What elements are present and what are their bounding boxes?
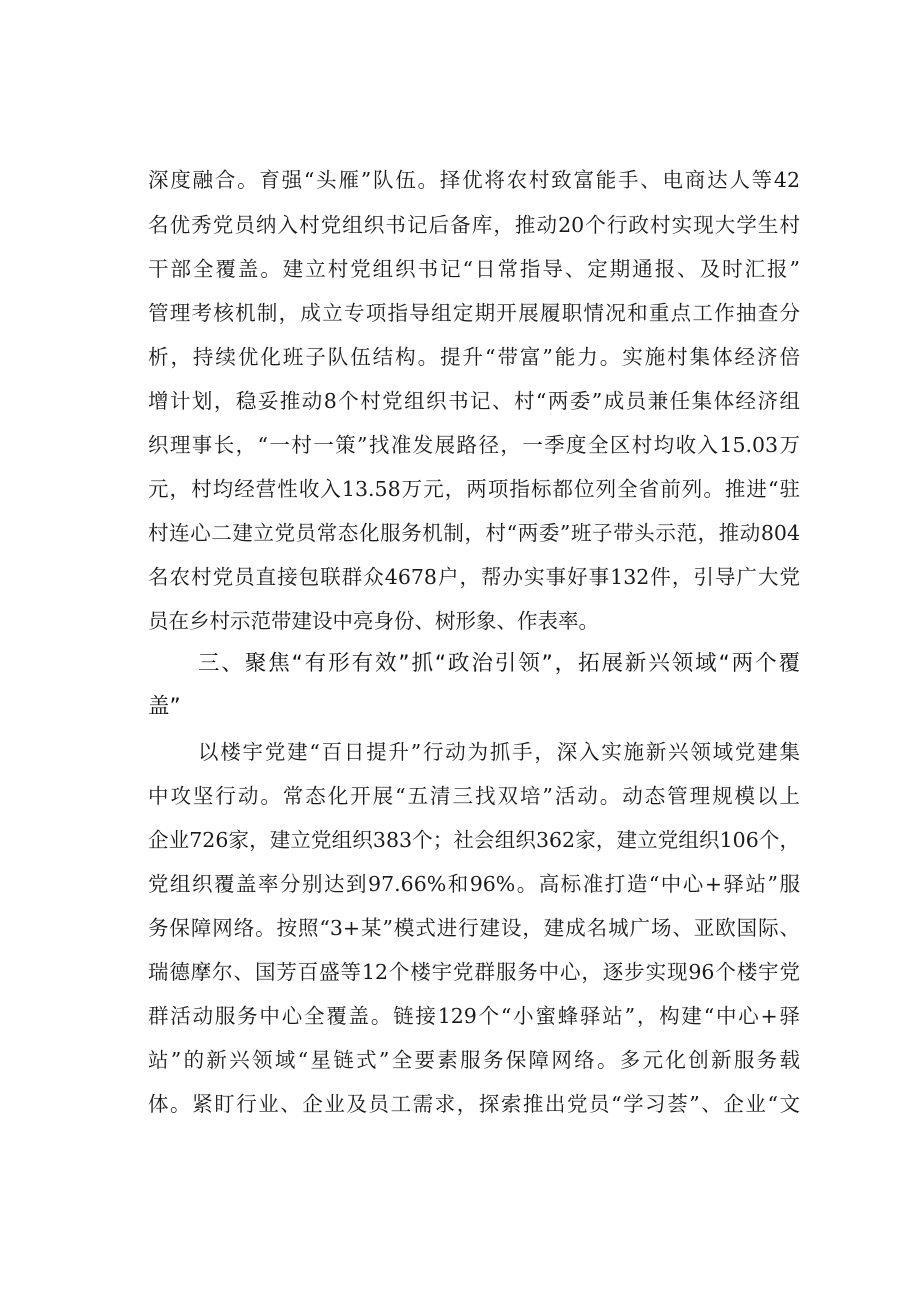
- paragraph-2-line-9: 体。紧盯行业、企业及员工需求，探索推出党员“学习荟”、企业“文: [148, 1092, 800, 1116]
- section-heading-line-1: 三、聚焦“有形有效”抓“政治引领”，拓展新兴领域“两个覆: [198, 651, 800, 676]
- paragraph-1-line-6: 增计划，稳妥推动8个村党组织书记、村“两委”成员兼任集体经济组: [148, 389, 800, 413]
- paragraph-2-line-5: 务保障网络。按照“3+某”模式进行建设，建成名城广场、亚欧国际、: [148, 916, 800, 940]
- paragraph-1-line-2: 名优秀党员纳入村党组织书记后备库，推动20个行政村实现大学生村: [148, 213, 800, 237]
- paragraph-2-line-7: 群活动服务中心全覆盖。链接129个“小蜜蜂驿站”，构建“中心+驿: [148, 1004, 800, 1028]
- paragraph-1-line-9: 村连心二建立党员常态化服务机制，村“两委”班子带头示范，推动804: [148, 521, 800, 545]
- paragraph-2-line-8: 站”的新兴领域“星链式”全要素服务保障网络。多元化创新服务载: [148, 1048, 800, 1072]
- paragraph-2-line-2: 中攻坚行动。常态化开展“五清三找双培”活动。动态管理规模以上: [148, 784, 800, 808]
- paragraph-1-line-5: 析，持续优化班子队伍结构。提升“带富”能力。实施村集体经济倍: [148, 345, 800, 369]
- paragraph-2-line-6: 瑞德摩尔、国芳百盛等12个楼宇党群服务中心，逐步实现96个楼宇党: [148, 960, 800, 984]
- paragraph-1-line-4: 管理考核机制，成立专项指导组定期开展履职情况和重点工作抽查分: [148, 301, 800, 325]
- paragraph-1-line-8: 元，村均经营性收入13.58万元，两项指标都位列全省前列。推进“驻: [148, 477, 800, 501]
- paragraph-1-line-11: 员在乡村示范带建设中亮身份、树形象、作表率。: [148, 609, 599, 633]
- paragraph-2-line-3: 企业726家，建立党组织383个；社会组织362家，建立党组织106个，: [148, 828, 800, 852]
- paragraph-1-line-10: 名农村党员直接包联群众4678户，帮办实事好事132件，引导广大党: [148, 565, 800, 589]
- paragraph-1-line-1: 深度融合。育强“头雁”队伍。择优将农村致富能手、电商达人等42: [148, 168, 800, 192]
- paragraph-1-line-7: 织理事长，“一村一策”找准发展路径，一季度全区村均收入15.03万: [148, 433, 800, 457]
- section-heading-line-2: 盖”: [148, 694, 181, 719]
- paragraph-1-line-3: 干部全覆盖。建立村党组织书记“日常指导、定期通报、及时汇报”: [148, 257, 800, 281]
- paragraph-2-line-1: 以楼宇党建“百日提升”行动为抓手，深入实施新兴领域党建集: [198, 740, 800, 764]
- paragraph-2-line-4: 党组织覆盖率分别达到97.66%和96%。高标准打造“中心+驿站”服: [148, 872, 800, 896]
